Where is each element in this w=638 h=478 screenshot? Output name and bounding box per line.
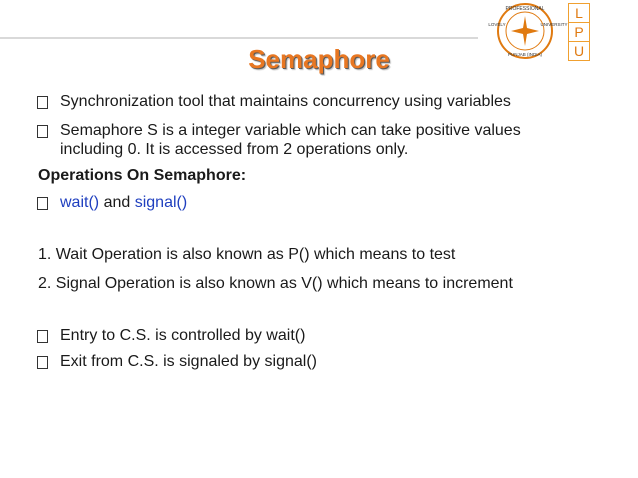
numbered-item-2: 2. Signal Operation is also known as V() which means to increment: [38, 275, 513, 292]
bullet-text: Entry to C.S. is controlled by wait(): [60, 327, 306, 344]
and-word: and: [103, 194, 131, 211]
bullet-icon: [37, 330, 48, 343]
logo-letter-p: P: [568, 22, 590, 42]
bullet-icon: [37, 96, 48, 109]
operations-heading: Operations On Semaphore:: [38, 167, 247, 184]
bullet-icon: [37, 356, 48, 369]
bullet-text: Synchronization tool that maintains concurrency using variables: [60, 93, 511, 110]
numbered-item-1: 1. Wait Operation is also known as P() which means to test: [38, 246, 456, 263]
seal-top-text: PROFESSIONAL: [505, 6, 545, 12]
bullet-text: Semaphore S is a integer variable which can take positive values: [60, 122, 521, 139]
slide-title: Semaphore: [248, 44, 390, 74]
seal-left-text: LOVELY: [488, 22, 506, 27]
wait-term: wait(): [60, 194, 100, 211]
bullet-icon: [37, 125, 48, 138]
operations-line: [60, 193, 187, 213]
seal-right-text: UNIVERSITY: [540, 22, 568, 27]
logo-letter-l: L: [568, 3, 590, 23]
bullet-icon: [37, 197, 48, 210]
seal-bottom-text: PUNJAB (INDIA): [507, 52, 543, 57]
header-rule: [0, 37, 478, 39]
bullet-text-continuation: including 0. It is accessed from 2 operations only.: [60, 141, 409, 158]
logo-letter-u: U: [568, 41, 590, 61]
bullet-text: Exit from C.S. is signaled by signal(): [60, 353, 317, 370]
signal-term: signal(): [134, 194, 188, 211]
